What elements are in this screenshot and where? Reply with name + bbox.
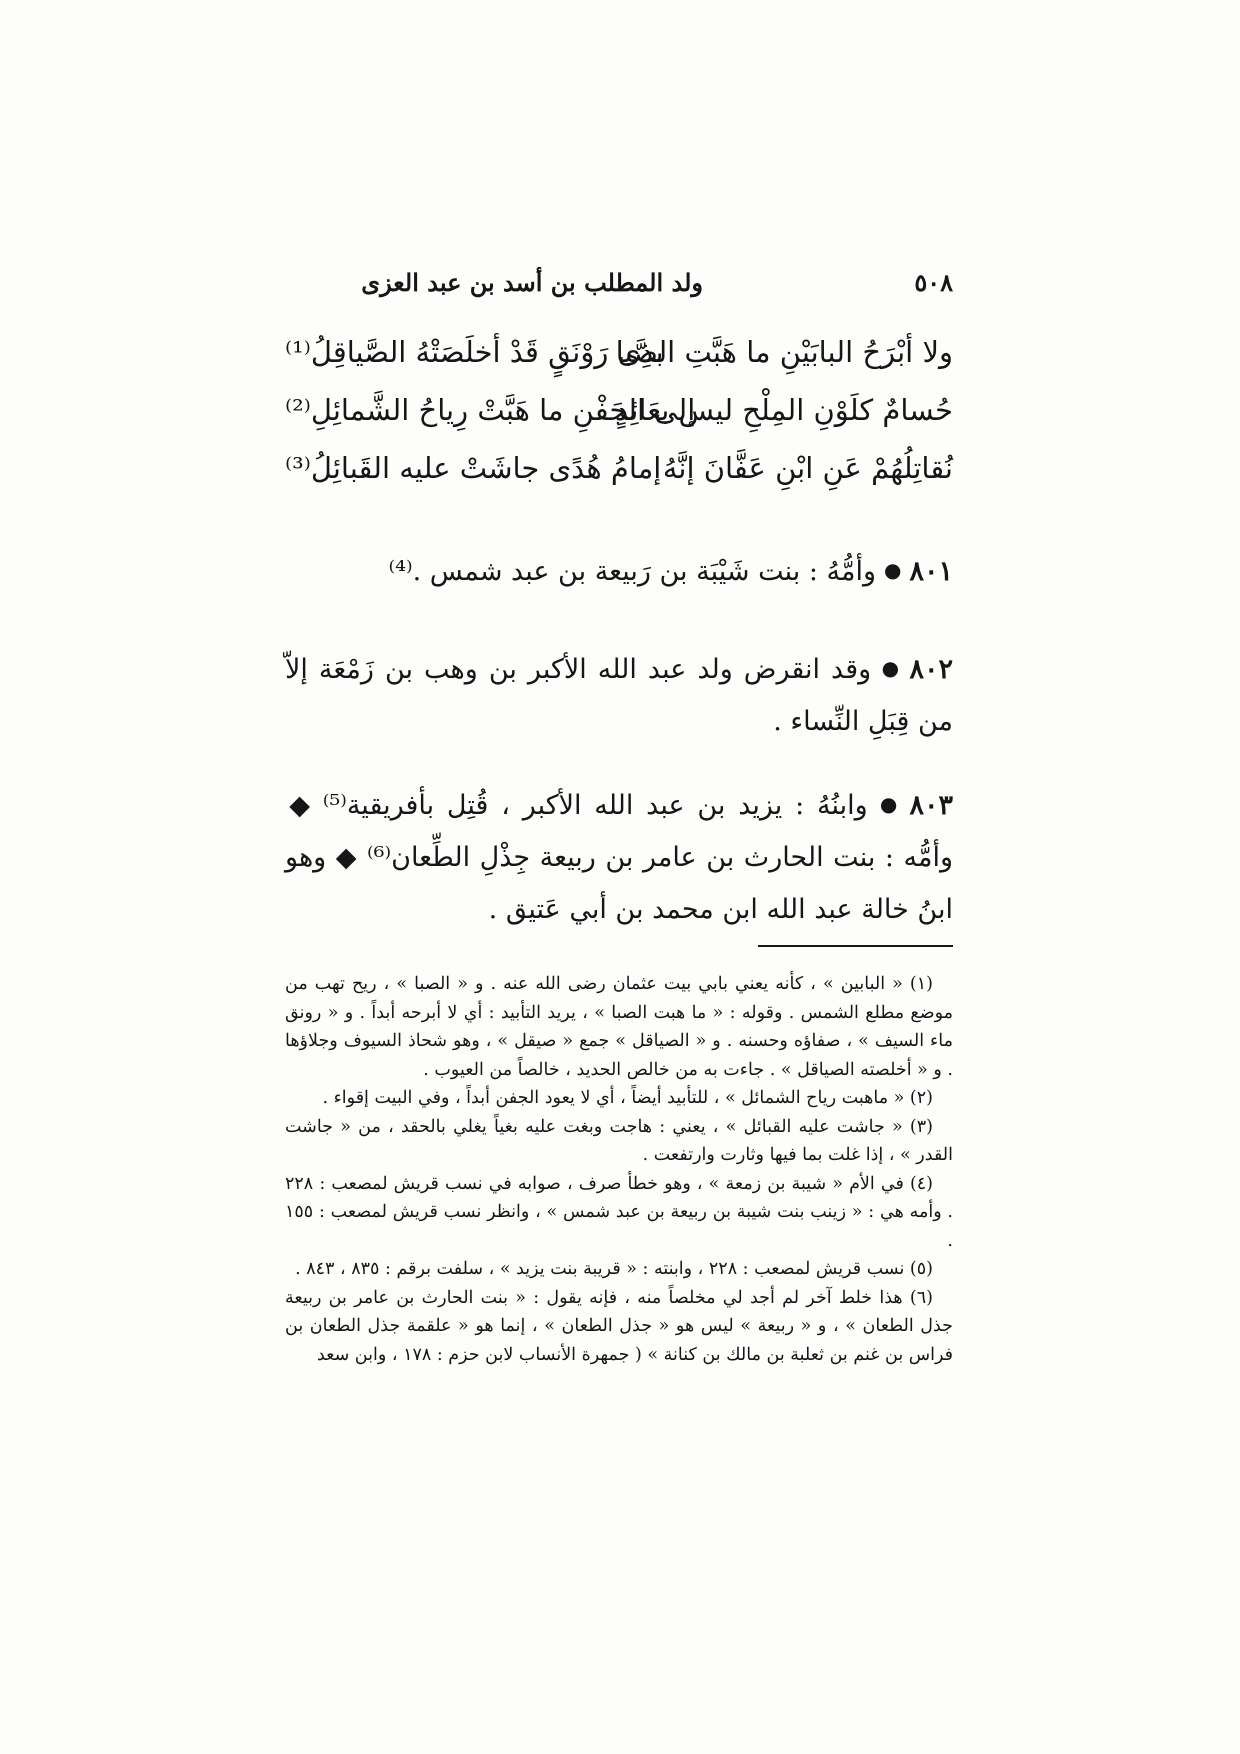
verse-second-hemistich: إمامُ هُدًى جاشَتْ عليه القَبائِلُ⁽³⁾ — [285, 451, 662, 485]
footnote: (٢) « ماهبت رياح الشمائل » ، للتأبيد أيضاً ، أي لا يعود الجفن أبداً ، وفي البيت إقواء . — [322, 1088, 933, 1108]
entry-bullet: ● — [879, 656, 902, 680]
footnote: (٤) في الأم « شيبة بن زمعة » ، وهو خطأ صرف ، صوابه في نسب قريش لمصعب : ٢٢٨ . وأمه هي : « زينب بنت شيبة بن ربيعة بن عبد شمس » ، وانظر نسب قريش لمصعب : ١٥٥ . — [285, 1173, 953, 1251]
footnote: (٦) هذا خلط آخر لم أجد لي مخلصاً منه ، فإنه يقول : « بنت الحارث بن عامر بن ربيعة جذل الطعان » ، و « ربيعة » ليس هو « جذل الطعان » ، إنما هو « علقمة جذل الطعان بن فراس بن غنم بن ثعلبة بن مالك بن كنانة » ( جمهرة الأنساب لابن حزم : ١٧٨ ، وابن سعد — [285, 1287, 953, 1365]
entry-802 — [285, 642, 953, 748]
poem — [285, 335, 953, 509]
verse-first-hemistich: ولا أبْرَحُ البابَيْنِ ما هَبَّتِ الصَّبا — [615, 335, 953, 369]
footnote: (٣) « جاشت عليه القبائل » ، يعني : هاجت وبغت عليه بغياً يغلي بالحقد ، من « جاشت القدر » ، إذا غلت بما فيها وثارت وارتفعت . — [285, 1116, 953, 1165]
verse-first-hemistich: نُقاتِلُهُمْ عَنِ ابْنِ عَفَّانَ إنَّهُ — [662, 451, 953, 485]
entry-bullet: ● — [875, 792, 902, 816]
poem-verse — [285, 451, 953, 509]
entry-bullet: ● — [884, 558, 902, 582]
page-number: ٥٠٨ — [914, 268, 953, 297]
footnote: (٥) نسب قريش لمصعب : ٢٢٨ ، وابنته : « قريبة بنت يزيد » ، سلفت برقم : ٨٣٥ ، ٨٤٣ . — [295, 1259, 933, 1279]
footnote: (١) « البابين » ، كأنه يعني بابي بيت عثمان رضى الله عنه . و « الصبا » ، ريح تهب من موضع مطلع الشمس . وقوله : « ما هبت الصبا » ، يريد التأبيد : أي لا أبرحه أبداً . و « رونق ماء السيف » ، صفاؤه وحسنه . و « الصياقل » جمع « صيقل » ، وهو شحاذ السيوف وجلاؤها . و « أخلصته الصياقل » . جاءت به من خالص الحديد ، خالصاً من العيوب . — [285, 974, 953, 1080]
entry-number: ٨٠٣ — [909, 790, 953, 821]
verse-first-hemistich: حُسامٌ كلَوْنِ المِلْحِ ليس بعَائِدٍ — [615, 393, 953, 427]
verse-second-hemistich: إلى الجَفْنِ ما هَبَّتْ رِياحُ الشَّمائِلِ⁽²⁾ — [285, 393, 696, 427]
running-header — [285, 268, 953, 312]
entry-801 — [285, 544, 953, 598]
verse-second-hemistich: بذِى رَوْنَقٍ قَدْ أخلَصَتْهُ الصَّياقِلُ⁽¹⁾ — [285, 335, 664, 369]
entry-803 — [285, 778, 953, 936]
poem-verse — [285, 393, 953, 451]
entry-number: ٨٠٢ — [909, 654, 953, 685]
running-title: ولد المطلب بن أسد بن عبد العزى — [361, 268, 703, 297]
footnote-separator — [758, 945, 953, 947]
poem-verse — [285, 335, 953, 393]
entry-text: وأمُّهُ : بنت شَيْبَة بن رَبيعة بن عبد شمس .⁽⁴⁾ — [388, 556, 877, 587]
entry-text: وابنُهُ : يزيد بن عبد الله الأكبر ، قُتِل بأفريقية⁽⁵⁾ ◆ وأمُّه : بنت الحارث بن عامر بن ربيعة جِذْلِ الطِّعان⁽⁶⁾ ◆ وهو ابنُ خالة عبد الله ابن محمد بن أبي عَتيق . — [285, 790, 953, 925]
footnotes — [285, 970, 953, 1369]
entry-number: ٨٠١ — [909, 556, 953, 587]
entry-text: وقد انقرض ولد عبد الله الأكبر بن وهب بن زَمْعَة إلاّ من قِبَلِ النِّساء . — [285, 654, 953, 737]
